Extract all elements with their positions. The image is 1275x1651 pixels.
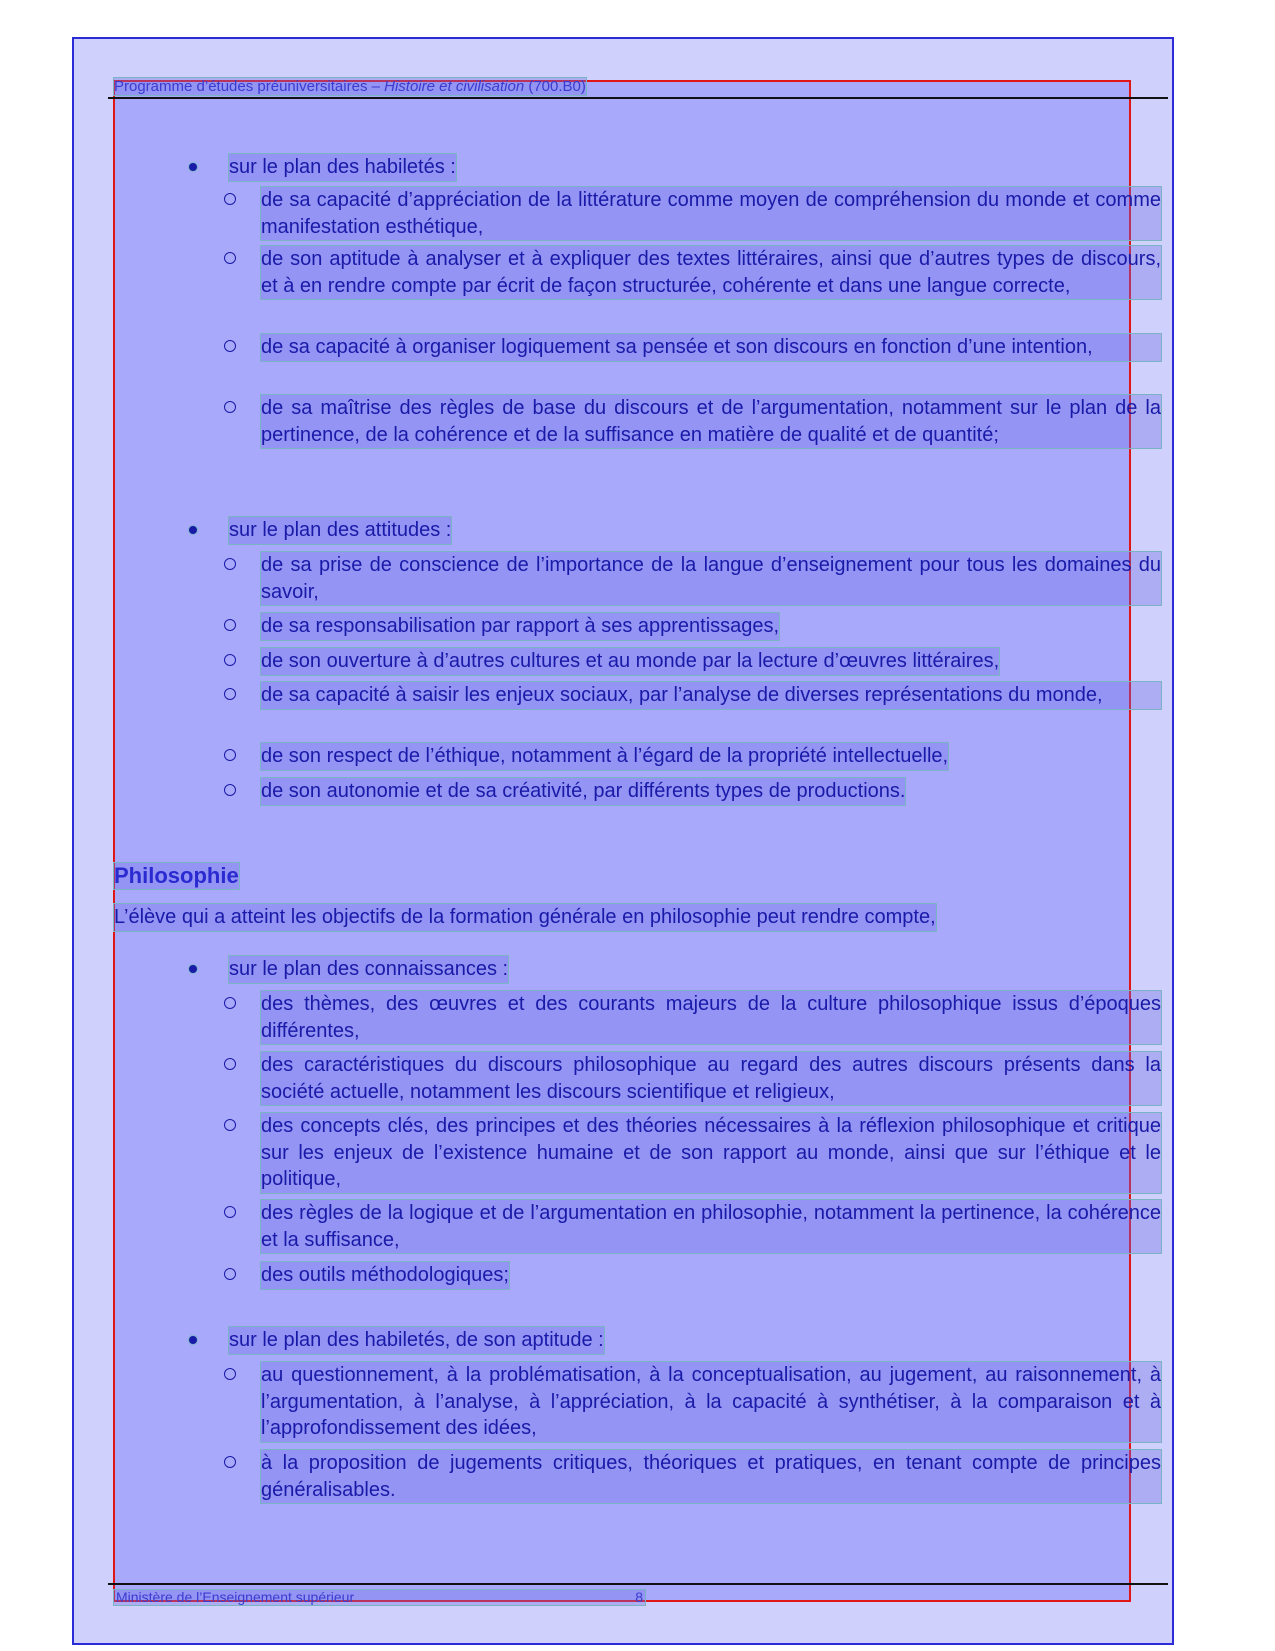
bullet-circle-icon: [224, 688, 236, 700]
section-intro: L’élève qui a atteint les objectifs de la formation générale en philosophie peut rendre compte,: [113, 903, 937, 932]
list-item: [224, 777, 1164, 806]
list-item: [224, 245, 1164, 300]
bullet-dot-icon: [188, 525, 198, 535]
bullet-dot-icon: [188, 162, 198, 172]
bullet-dot-icon: [188, 1335, 198, 1345]
list-heading-abilities: [188, 1326, 1188, 1355]
list-item: [224, 186, 1164, 241]
bullet-circle-icon: [224, 1456, 236, 1468]
bullet-dot-icon: [188, 964, 198, 974]
bullet-circle-icon: [224, 558, 236, 570]
list-item-text: de sa prise de conscience de l’importance de la langue d’enseignement pour tous les domaines du savoir,: [260, 551, 1162, 606]
list-item-text: des outils méthodologiques;: [260, 1261, 510, 1290]
list-heading-skills: [188, 153, 1188, 182]
header-program-code: (700.B0): [524, 78, 586, 95]
list-heading-label: sur le plan des attitudes :: [228, 516, 452, 545]
running-footer: [113, 1589, 646, 1606]
header-prefix: Programme d’études préuniversitaires –: [114, 78, 385, 95]
bullet-circle-icon: [224, 1119, 236, 1131]
page-number: 8: [635, 1589, 643, 1605]
list-item-text: de son aptitude à analyser et à expliquer des textes littéraires, ainsi que d’autres types de discours, et à en rendre compte par écrit de façon structurée, cohérente et dans une langue correcte,: [260, 245, 1162, 300]
list-item-text: de son autonomie et de sa créativité, par différents types de productions.: [260, 777, 906, 806]
list-item: [224, 1112, 1164, 1194]
footer-ministry: Ministère de l’Enseignement supérieur: [116, 1589, 355, 1605]
list-item-text: de sa capacité d’appréciation de la littérature comme moyen de compréhension du monde et comme manifestation esthétique,: [260, 186, 1162, 241]
list-item-text: des règles de la logique et de l’argumentation en philosophie, notamment la pertinence, la cohérence et la suffisance,: [260, 1199, 1162, 1254]
list-heading-label: sur le plan des connaissances :: [228, 955, 509, 984]
list-item: [224, 647, 1164, 676]
bullet-circle-icon: [224, 997, 236, 1009]
bullet-circle-icon: [224, 784, 236, 796]
bullet-circle-icon: [224, 1058, 236, 1070]
header-rule: [108, 97, 1168, 99]
bullet-circle-icon: [224, 654, 236, 666]
list-item-text: des caractéristiques du discours philosophique au regard des autres discours présents dans la société actuelle, notamment les discours scientifique et religieux,: [260, 1051, 1162, 1106]
list-item-text: de sa responsabilisation par rapport à ses apprentissages,: [260, 612, 780, 641]
list-heading-label: sur le plan des habiletés :: [228, 153, 457, 182]
list-item-text: de son ouverture à d’autres cultures et au monde par la lecture d’œuvres littéraires,: [260, 647, 1000, 676]
bullet-circle-icon: [224, 1206, 236, 1218]
list-item-text: à la proposition de jugements critiques, théoriques et pratiques, en tenant compte de principes généralisables.: [260, 1449, 1162, 1504]
bullet-circle-icon: [224, 193, 236, 205]
list-item: [224, 1051, 1164, 1106]
list-item: [224, 990, 1164, 1045]
list-item: [224, 1261, 1164, 1290]
header-program-name: Histoire et civilisation: [384, 78, 525, 95]
section-title-philosophy: Philosophie: [114, 863, 239, 888]
list-item: [224, 1361, 1164, 1443]
list-item-text: de sa capacité à organiser logiquement sa pensée et son discours en fonction d’une intention,: [260, 333, 1162, 362]
list-item-text: de sa maîtrise des règles de base du discours et de l’argumentation, notamment sur le plan de la pertinence, de la cohérence et de la suffisance en matière de qualité et de quantité;: [260, 394, 1162, 449]
footer-rule: [108, 1583, 1168, 1585]
bullet-circle-icon: [224, 619, 236, 631]
bullet-circle-icon: [224, 401, 236, 413]
bullet-circle-icon: [224, 1268, 236, 1280]
list-item: [224, 742, 1164, 771]
list-item-text: au questionnement, à la problématisation, à la conceptualisation, au jugement, au raisonnement, à l’argumentation, à l’analyse, à l’appréciation, à la capacité à synthétiser, à la comparaison et à l’approfondissement des idées,: [260, 1361, 1162, 1443]
list-item: [224, 1449, 1164, 1504]
list-item-text: de sa capacité à saisir les enjeux sociaux, par l’analyse de diverses représentations du monde,: [260, 681, 1162, 710]
list-item-text: des concepts clés, des principes et des théories nécessaires à la réflexion philosophique et critique sur les enjeux de l’existence humaine et de son rapport au monde, ainsi que sur l’éthique et le politique,: [260, 1112, 1162, 1194]
list-item: [224, 333, 1164, 362]
list-item: [224, 681, 1164, 710]
running-header: [113, 77, 587, 96]
bullet-circle-icon: [224, 749, 236, 761]
bullet-circle-icon: [224, 252, 236, 264]
bullet-circle-icon: [224, 1368, 236, 1380]
list-item-text: de son respect de l’éthique, notamment à l’égard de la propriété intellectuelle,: [260, 742, 949, 771]
list-item: [224, 1199, 1164, 1254]
bullet-circle-icon: [224, 340, 236, 352]
list-heading-attitudes: [188, 516, 1188, 545]
list-item: [224, 394, 1164, 449]
list-heading-knowledge: [188, 955, 1188, 984]
list-item-text: des thèmes, des œuvres et des courants majeurs de la culture philosophique issus d’époques différentes,: [260, 990, 1162, 1045]
list-item: [224, 551, 1164, 606]
list-item: [224, 612, 1164, 641]
list-heading-label: sur le plan des habiletés, de son aptitude :: [228, 1326, 605, 1355]
